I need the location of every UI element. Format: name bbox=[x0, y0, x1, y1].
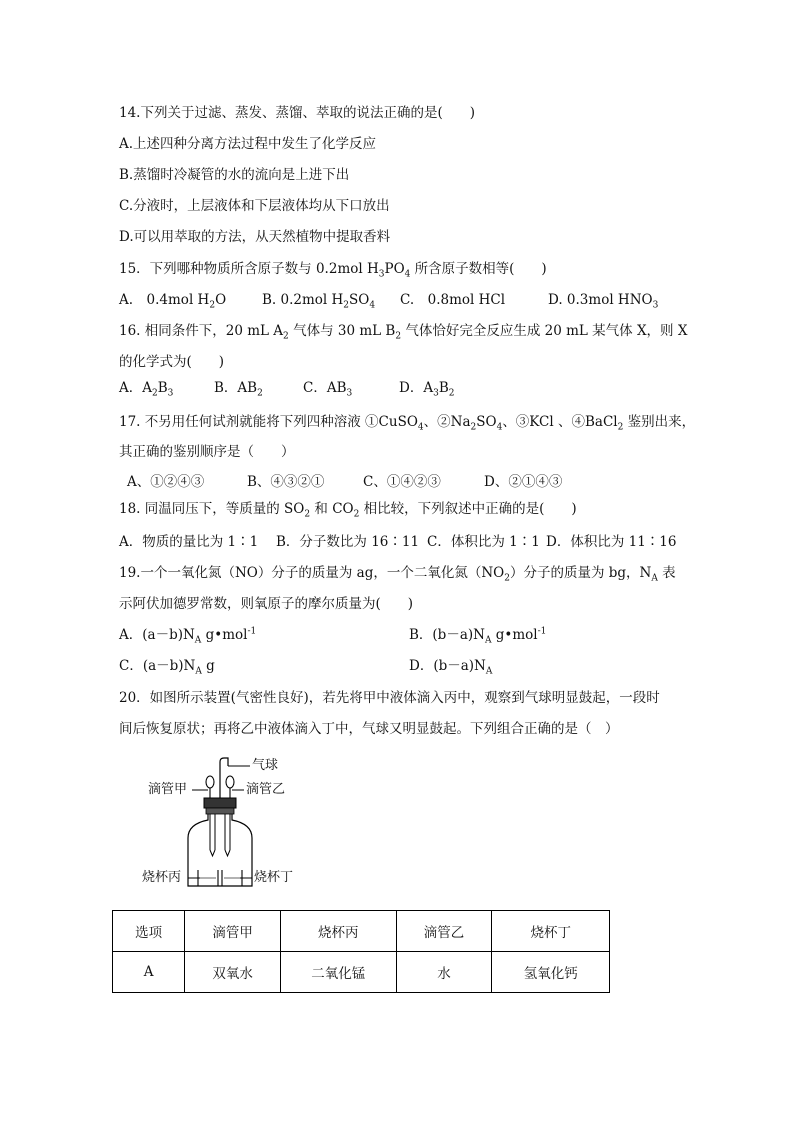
table-header-row bbox=[113, 911, 610, 952]
label-beaker-c: 烧杯丙 bbox=[142, 870, 182, 885]
table-cell: A bbox=[113, 952, 185, 993]
label-dropper-a: 滴管甲 bbox=[148, 782, 188, 797]
label-dropper-b: 滴管乙 bbox=[246, 782, 286, 797]
q17-stem-line2: 其正确的鉴别顺序是（ ） bbox=[119, 444, 295, 460]
q14-option-b: B.蒸馏时冷凝管的水的流向是上进下出 bbox=[119, 167, 350, 183]
q19-option-d: D．$(b-a)N_A$ bbox=[409, 658, 493, 677]
q15-stem: 15．下列哪种物质所含原子数与 0.2mol $H_3PO_4$ 所含原子数相等( ) bbox=[119, 261, 547, 280]
label-beaker-d: 烧杯丁 bbox=[254, 870, 294, 885]
table-cell: 水 bbox=[396, 952, 492, 993]
q16-option-b: B．$AB_2$ bbox=[214, 380, 263, 399]
q18-stem: 18. 同温同压下，等质量的 $SO_2$ 和 $CO_2$ 相比较，下列叙述中正确的是( ) bbox=[119, 501, 577, 520]
q15-option-d: D. 0.3mol $HNO_3$ bbox=[548, 292, 659, 311]
q18-option-d: D．体积比为 11∶16 bbox=[546, 534, 677, 550]
q16-stem-line1: 16. 相同条件下，20 mL $A_2$ 气体与 30 mL $B_2$ 气体恰好完全反应生成 20 mL 某气体 X，则 X bbox=[119, 323, 688, 342]
q19-option-c: C．$(a-b)N_A$ g bbox=[119, 658, 215, 677]
q17-stem-line1: 17. 不另用任何试剂就能将下列四种溶液 ①CuSO$_4$、$②Na_2SO_4$、③KCl 、④BaCl$_2$ 鉴别出来， bbox=[119, 414, 696, 433]
q19-option-b: B．$(b-a)N_A$ g•mol$^{-1}$ bbox=[409, 626, 547, 646]
q15-option-c: C. 0.8mol HCl bbox=[400, 292, 506, 308]
q16-option-d: D．$A_3B_2$ bbox=[399, 380, 455, 399]
q19-option-a: A．$(a-b)N_A$ g•mol$^{-1}$ bbox=[119, 626, 257, 646]
q16-option-c: C．$AB_3$ bbox=[303, 380, 353, 399]
table-header-cell: 烧杯丁 bbox=[492, 911, 610, 952]
q14-option-d: D.可以用萃取的方法，从天然植物中提取香料 bbox=[119, 229, 391, 245]
label-balloon: 气球 bbox=[252, 758, 279, 773]
q18-option-b: B．分子数比为 16∶11 bbox=[276, 534, 420, 550]
q20-stem-line2: 间后恢复原状；再将乙中液体滴入丁中，气球又明显鼓起。下列组合正确的是（ ） bbox=[119, 721, 619, 737]
q18-option-a: A．物质的量比为 1∶1 bbox=[119, 534, 259, 550]
q17-option-d: D、②①④③ bbox=[484, 474, 563, 490]
q17-option-a: A、①②④③ bbox=[127, 474, 205, 490]
q14-stem: 14.下列关于过滤、蒸发、蒸馏、萃取的说法正确的是( ) bbox=[119, 105, 476, 121]
q15-option-a: A. 0.4mol $H_2O$ bbox=[119, 292, 227, 311]
table-row bbox=[113, 952, 610, 993]
q16-option-a: A．$A_2B_3$ bbox=[119, 380, 174, 399]
q17-option-b: B、④③②① bbox=[247, 474, 325, 490]
table-cell: 双氧水 bbox=[185, 952, 281, 993]
table-header-cell: 滴管乙 bbox=[396, 911, 492, 952]
q18-option-c: C．体积比为 1∶1 bbox=[427, 534, 540, 550]
q17-option-c: C、①④②③ bbox=[363, 474, 441, 490]
q19-stem-line2: 示阿伏加德罗常数，则氧原子的摩尔质量为( ) bbox=[119, 596, 414, 612]
table-cell: 二氧化锰 bbox=[281, 952, 397, 993]
q20-stem-line1: 20．如图所示装置(气密性良好)，若先将甲中液体滴入丙中，观察到气球明显鼓起，一段时 bbox=[119, 690, 660, 706]
table-header-cell: 滴管甲 bbox=[185, 911, 281, 952]
table-header-cell: 选项 bbox=[113, 911, 185, 952]
apparatus-figure bbox=[140, 754, 310, 894]
q15-option-b: B. 0.2mol $H_2SO_4$ bbox=[262, 292, 376, 311]
table-cell: 氢氧化钙 bbox=[492, 952, 610, 993]
q19-stem-line1: 19.一个一氧化氮（NO）分子的质量为 ag，一个二氧化氮$(NO_2)$分子的质量为 bg，$N_A$ 表 bbox=[119, 565, 676, 584]
q16-stem-line2: 的化学式为( ) bbox=[119, 354, 225, 370]
q14-option-c: C.分液时，上层液体和下层液体均从下口放出 bbox=[119, 198, 390, 214]
q14-option-a: A.上述四种分离方法过程中发生了化学反应 bbox=[119, 136, 377, 152]
table-header-cell: 烧杯丙 bbox=[281, 911, 397, 952]
answer-table bbox=[112, 910, 610, 993]
